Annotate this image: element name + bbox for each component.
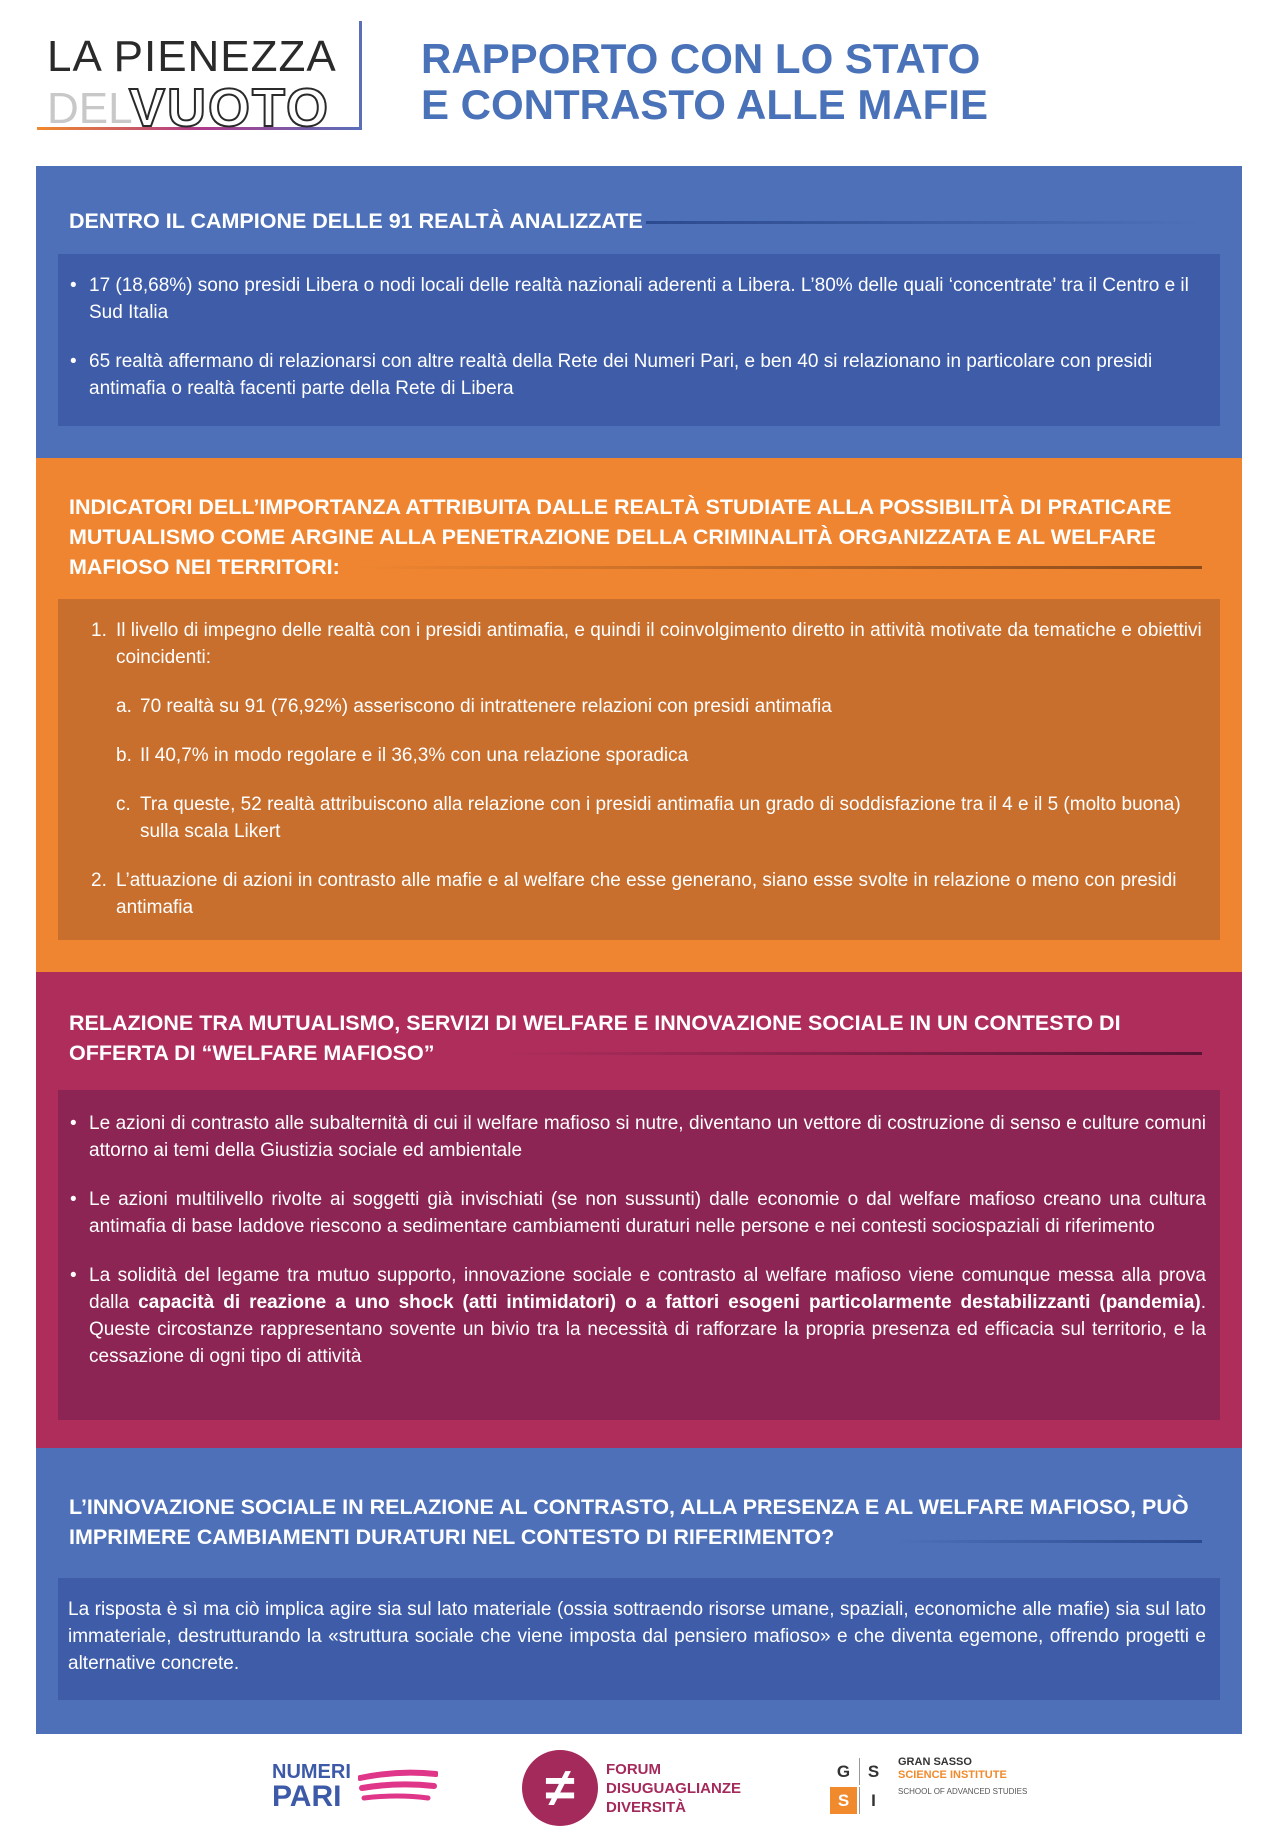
footer-logos xyxy=(0,1748,1280,1828)
list-text-bold: capacità di reazione a uno shock (atti intimidatori) o a fattori esogeni particolarmente destabilizzanti (pandemia) xyxy=(138,1292,1201,1313)
list-letter: b. xyxy=(116,745,132,766)
gssi-letter: S xyxy=(830,1787,857,1814)
section-heading: DENTRO IL CAMPIONE DELLE 91 REALTÀ ANALIZZATE xyxy=(69,209,643,233)
list-item: • 65 realtà affermano di relazionarsi con altre realtà della Rete dei Numeri Pari, e ben 40 si relazionano in particolare con presidi antimafia o realtà facenti parte della Rete di Libera xyxy=(58,348,1202,402)
section-campione xyxy=(36,166,1242,458)
gssi-school: SCHOOL OF ADVANCED STUDIES xyxy=(898,1787,1028,1796)
list-text: 70 realtà su 91 (76,92%) asseriscono di intrattenere relazioni con presidi antimafia xyxy=(140,696,832,717)
list-item: • 17 (18,68%) sono presidi Libera o nodi locali delle realtà nazionali aderenti a Libera. L’80% delle quali ‘concentrate’ tra il Centro e il Sud Italia xyxy=(58,272,1202,326)
heading-rule xyxy=(356,566,1202,569)
section-relazione xyxy=(36,972,1242,1448)
list-text: L’attuazione di azioni in contrasto alle mafie e al welfare che esse generano, siano esse svolte in relazione o meno con presidi antimafia xyxy=(116,870,1177,918)
brand-logo xyxy=(37,21,362,138)
list-text: Tra queste, 52 realtà attribuiscono alla relazione con i presidi antimafia un grado di soddisfazione tra il 4 e il 5 (molto buona) sulla scala Likert xyxy=(140,794,1181,842)
section-heading: RELAZIONE TRA MUTUALISMO, SERVIZI DI WELFARE E INNOVAZIONE SOCIALE IN UN CONTESTO DI OFFERTA DI “WELFARE MAFIOSO” xyxy=(69,1011,1121,1065)
list-item xyxy=(58,617,1204,671)
list-number: 2. xyxy=(91,870,107,891)
list-text: Il 40,7% in modo regolare e il 36,3% con una relazione sporadica xyxy=(140,745,689,766)
logo-text: DIVERSITÀ xyxy=(606,1799,687,1816)
logo-text: PARI xyxy=(272,1780,342,1813)
list-text: . Queste circostanze rappresentano sovente un bivio tra la necessità di rafforzare la propria presenza ed efficacia sul territorio, e la cessazione di ogni tipo di attività xyxy=(89,1292,1207,1367)
section-indicatori xyxy=(36,458,1242,972)
list-letter: c. xyxy=(116,794,131,815)
numeri-pari-stripes-icon xyxy=(358,1768,438,1806)
list-text: La solidità del legame tra mutuo supporto, innovazione sociale e contrasto al welfare mafioso viene comunque messa alla prova dalla xyxy=(89,1265,1206,1313)
section-body xyxy=(58,1578,1220,1700)
sub-list-item xyxy=(58,791,1204,845)
section-innovazione xyxy=(36,1448,1242,1734)
list-item: • Le azioni di contrasto alle subalternità di cui il welfare mafioso si nutre, diventano un vettore di costruzione di senso e culture comuni attorno ai temi della Giustizia sociale ed ambientale xyxy=(58,1110,1206,1164)
heading-rule xyxy=(506,1052,1202,1055)
page-title xyxy=(421,36,1241,128)
heading-rule xyxy=(646,221,1202,224)
logo-vuoto: VUOTO xyxy=(129,78,331,138)
numeri-pari-logo xyxy=(272,1762,351,1812)
heading-rule xyxy=(896,1540,1202,1543)
logo-text: FORUM xyxy=(606,1761,661,1778)
logo-del: DEL xyxy=(47,84,133,133)
gssi-letter: G xyxy=(836,1762,851,1781)
list-item xyxy=(58,867,1204,921)
list-number: 1. xyxy=(91,620,107,641)
list-item: • Le azioni multilivello rivolte ai soggetti già invischiati (se non sussunti) dalle economie o dal welfare mafioso creano una cultura antimafia di base laddove riescono a sedimentare cambiamenti duraturi nelle persone e nei contesti sociospaziali di riferimento xyxy=(58,1186,1206,1240)
forum-dd-name xyxy=(606,1760,741,1817)
list-letter: a. xyxy=(116,696,132,717)
logo-text: SCIENCE INSTITUTE xyxy=(898,1769,1007,1781)
gssi-letter: S xyxy=(859,1758,887,1785)
section-body xyxy=(58,254,1220,426)
list-text: Il livello di impegno delle realtà con i presidi antimafia, e quindi il coinvolgimento diretto in attività motivate da tematiche e obiettivi coincidenti: xyxy=(116,620,1202,668)
title-line-2: E CONTRASTO ALLE MAFIE xyxy=(421,81,988,128)
logo-text: DISUGUAGLIANZE xyxy=(606,1780,741,1797)
section-body xyxy=(58,1090,1220,1420)
logo-line-1: LA PIENEZZA xyxy=(47,32,337,81)
section-heading: L’INNOVAZIONE SOCIALE IN RELAZIONE AL CONTRASTO, ALLA PRESENZA E AL WELFARE MAFIOSO, PUÒ IMPRIMERE CAMBIAMENTI DURATURI NEL CONTESTO DI RIFERIMENTO? xyxy=(69,1495,1189,1549)
forum-dd-logo-icon: ≠ xyxy=(522,1750,598,1826)
section-heading: INDICATORI DELL’IMPORTANZA ATTRIBUITA DALLE REALTÀ STUDIATE ALLA POSSIBILITÀ DI PRATICARE MUTUALISMO COME ARGINE ALLA PENETRAZIONE DELLA CRIMINALITÀ ORGANIZZATA E AL WELFARE MAFIOSO NEI TERRITORI: xyxy=(69,495,1172,579)
section-body xyxy=(58,599,1220,940)
answer-text: La risposta è sì ma ciò implica agire sia sul lato materiale (ossia sottraendo risorse umane, spaziali, economiche alle mafie) sia sul lato immateriale, destrutturando la «struttura sociale che viene imposta dal pensiero mafioso» e che diventa egemone, offrendo progetti e alternative concrete. xyxy=(68,1599,1206,1674)
gssi-letter: I xyxy=(859,1787,887,1814)
gssi-name xyxy=(898,1756,1007,1782)
logo-text: GRAN SASSO xyxy=(898,1756,972,1768)
sub-list-item xyxy=(58,742,1204,769)
list-item xyxy=(58,1262,1206,1370)
title-line-1: RAPPORTO CON LO STATO xyxy=(421,35,981,82)
logo-text: NUMERI xyxy=(272,1761,351,1783)
sub-list-item xyxy=(58,693,1204,720)
gssi-logo-icon xyxy=(830,1758,886,1814)
